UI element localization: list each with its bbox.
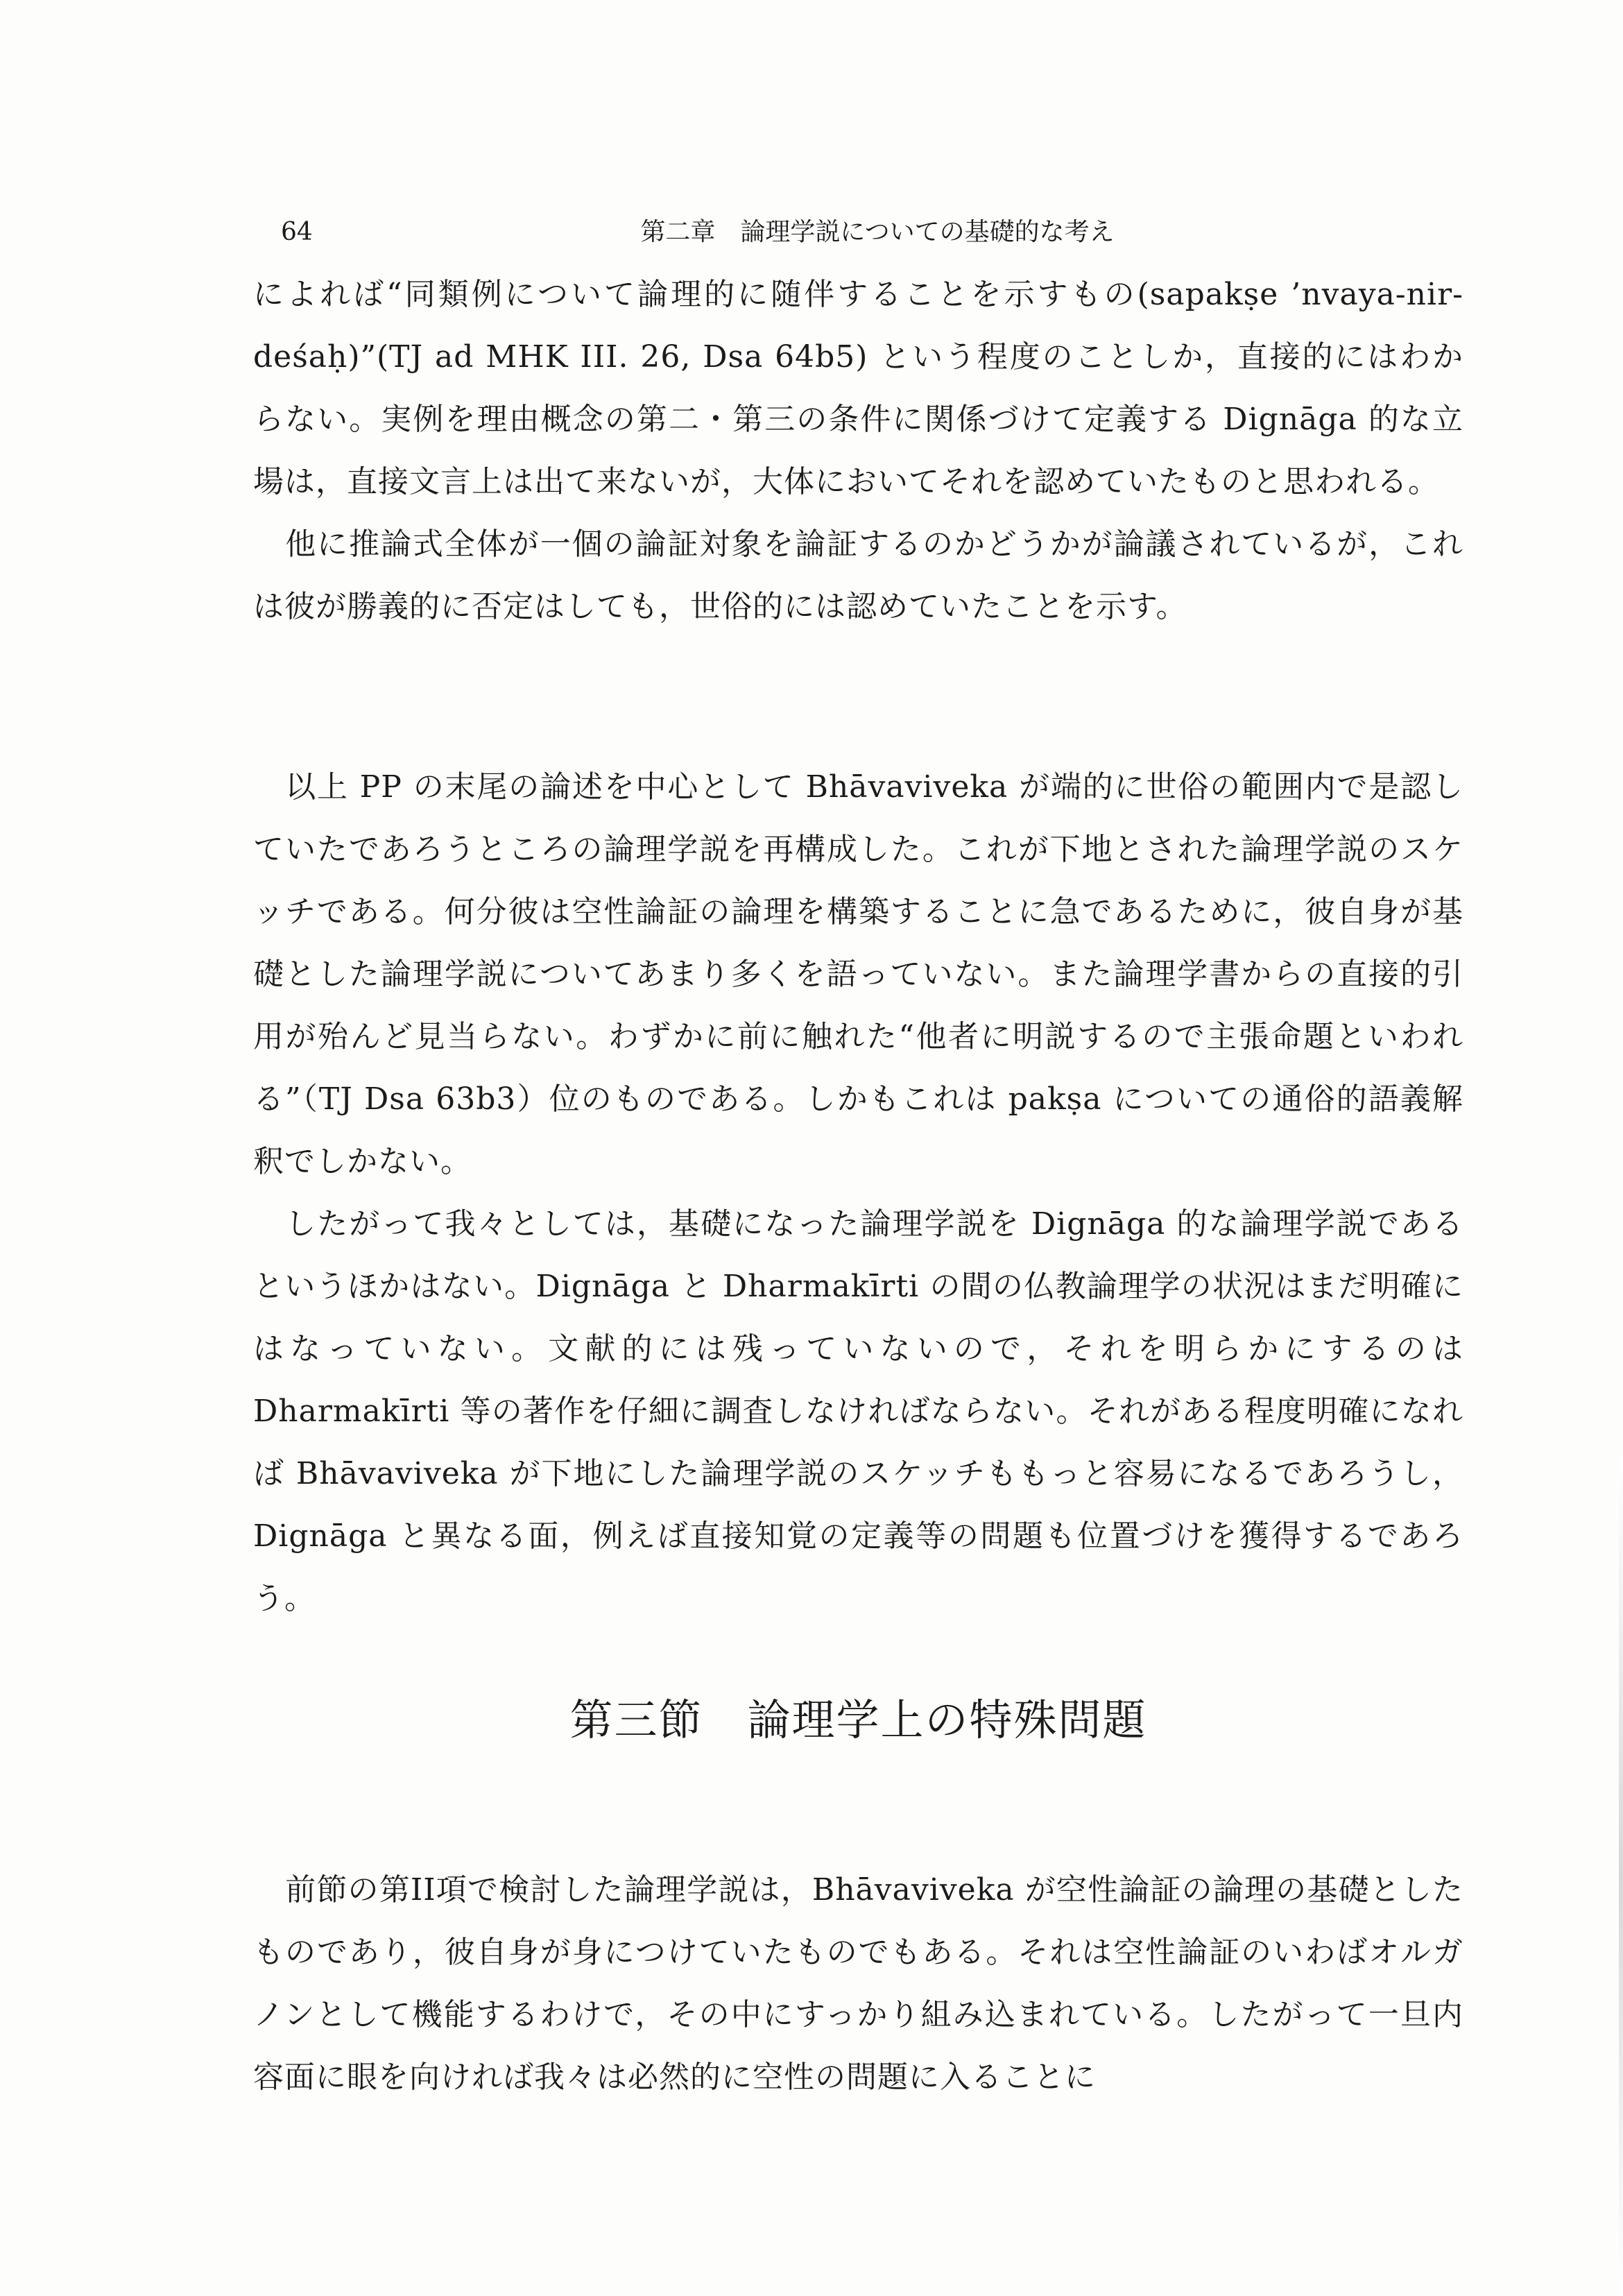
scan-edge-shadow: [1619, 1457, 1623, 2296]
paragraph: 他に推論式全体が一個の論証対象を論証するのかどうかが論議されているが，これは彼が勝義的に否定はしても，世俗的には認めていたことを示す。: [253, 526, 1463, 624]
running-head: 第二章 論理学説についての基礎的な考え: [640, 218, 1115, 246]
text-block-continuation: [253, 264, 1463, 638]
paragraph: によれば“同類例について論理的に随伴することを示すもの(sapakṣe ’nvaya-nir-deśaḥ)”(TJ ad MHK III. 26, Dsa 64b5) という程度のことしか，直接的にはわからない。実例を理由概念の第二・第三の条件に関係づけて定義する Dignāga 的な立場は，直接文言上は出て来ないが，大体においてそれを認めていたものと思われる。: [253, 277, 1463, 499]
page-header: [281, 212, 1474, 253]
section-title: 第三節 論理学上の特殊問題: [569, 1695, 1147, 1745]
paragraph: 前節の第II項で検討した論理学説は，Bhāvaviveka が空性論証の論理の基礎としたものであり，彼自身が身につけていたものでもある。それは空性論証のいわばオルガノンとして機能するわけで，その中にすっかり組み込まれている。したがって一旦内容面に眼を向ければ我々は必然的に空性の問題に入ることに: [253, 1872, 1463, 2095]
page-number: 64: [281, 218, 313, 246]
paragraph: したがって我々としては，基礎になった論理学説を Dignāga 的な論理学説であるというほかはない。Dignāga と Dharmakīrti の間の仏教論理学の状況はまだ明確にはなっていない。文献的には残っていないので，それを明らかにするのはDharmakīrti 等の著作を仔細に調査しなければならない。それがある程度明確になれば Bhāvaviveka が下地にした論理学説のスケッチももっと容易になるであろうし，Dignāga と異なる面，例えば直接知覚の定義等の問題も位置づけを獲得するであろう。: [253, 1206, 1463, 1616]
text-block-summary: [253, 756, 1463, 1630]
paragraph: 以上 PP の末尾の論述を中心として Bhāvaviveka が端的に世俗の範囲内で是認していたであろうところの論理学説を再構成した。これが下地とされた論理学説のスケッチである。何分彼は空性論証の論理を構築することに急であるために，彼自身が基礎とした論理学説についてあまり多くを語っていない。また論理学書からの直接的引用が殆んど見当らない。わずかに前に触れた“他者に明説するので主張命題といわれる”（TJ Dsa 63b3）位のものである。しかもこれは pakṣa についての通俗的語義解釈でしかない。: [253, 769, 1463, 1179]
text-block-section: [253, 1859, 1463, 2109]
